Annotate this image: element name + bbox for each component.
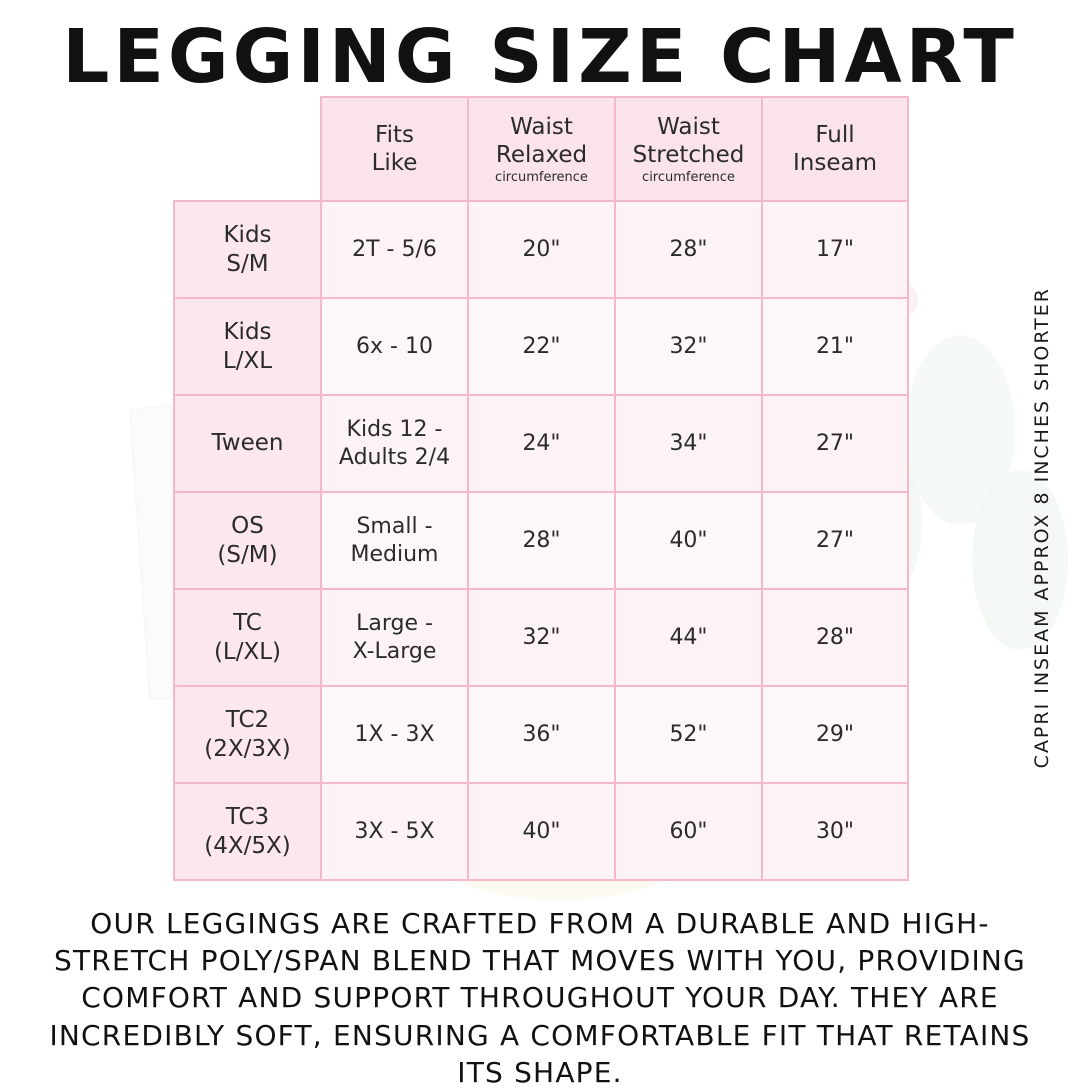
cell-fits-like: 2T - 5/6 [321, 201, 468, 298]
row-size-label: Tween [174, 395, 321, 492]
table-row [174, 395, 908, 492]
page-title: LEGGING SIZE CHART [62, 14, 1018, 100]
cell-waist-stretched: 52" [615, 686, 762, 783]
cell-waist-stretched: 34" [615, 395, 762, 492]
cell-full-inseam: 17" [762, 201, 908, 298]
header-waist-relaxed-label: Waist Relaxed [495, 113, 588, 168]
cell-full-inseam: 29" [762, 686, 908, 783]
fabric-description-text: OUR LEGGINGS ARE CRAFTED FROM A DURABLE AND HIGH-STRETCH POLY/SPAN BLEND THAT MOVES WITH YOU, PROVIDING COMFORT AND SUPPORT THROUGHOUT YOUR DAY. THEY ARE INCREDIBLY SOFT, ENSURING A COMFORTABLE FIT THAT RETAINS ITS SHAPE. [49, 907, 1031, 1089]
table-row [174, 783, 908, 880]
table-row [174, 589, 908, 686]
cell-waist-stretched: 28" [615, 201, 762, 298]
header-fits-like [321, 97, 468, 201]
row-size-label: OS (S/M) [174, 492, 321, 589]
cell-waist-relaxed: 24" [468, 395, 615, 492]
cell-fits-like: Small - Medium [321, 492, 468, 589]
header-waist-relaxed [468, 97, 615, 201]
cell-waist-relaxed: 36" [468, 686, 615, 783]
table-body [174, 201, 908, 880]
row-size-label: Kids S/M [174, 201, 321, 298]
header-waist-stretched-label: Waist Stretched [632, 113, 745, 168]
cell-full-inseam: 30" [762, 783, 908, 880]
cell-full-inseam: 27" [762, 395, 908, 492]
cell-fits-like: 6x - 10 [321, 298, 468, 395]
header-waist-stretched [615, 97, 762, 201]
table-row [174, 201, 908, 298]
cell-full-inseam: 21" [762, 298, 908, 395]
table-row [174, 686, 908, 783]
cell-waist-relaxed: 28" [468, 492, 615, 589]
cell-waist-relaxed: 20" [468, 201, 615, 298]
cell-waist-stretched: 60" [615, 783, 762, 880]
row-size-label: TC2 (2X/3X) [174, 686, 321, 783]
row-size-label: Kids L/XL [174, 298, 321, 395]
cell-waist-stretched: 40" [615, 492, 762, 589]
cell-waist-relaxed: 40" [468, 783, 615, 880]
row-size-label: TC (L/XL) [174, 589, 321, 686]
header-corner-empty [174, 97, 321, 201]
cell-full-inseam: 28" [762, 589, 908, 686]
table-header-row [174, 97, 908, 201]
cell-waist-relaxed: 22" [468, 298, 615, 395]
cell-fits-like: Kids 12 - Adults 2/4 [321, 395, 468, 492]
capri-inseam-note [1022, 248, 1062, 808]
cell-waist-stretched: 44" [615, 589, 762, 686]
header-fits-like-label: Fits Like [371, 121, 418, 176]
table-row [174, 298, 908, 395]
cell-fits-like: Large - X-Large [321, 589, 468, 686]
size-chart-table [173, 96, 909, 881]
cell-waist-relaxed: 32" [468, 589, 615, 686]
header-waist-stretched-sub: circumference [642, 169, 735, 185]
row-size-label: TC3 (4X/5X) [174, 783, 321, 880]
cell-waist-stretched: 32" [615, 298, 762, 395]
header-full-inseam [762, 97, 908, 201]
cell-fits-like: 3X - 5X [321, 783, 468, 880]
cell-full-inseam: 27" [762, 492, 908, 589]
header-waist-relaxed-sub: circumference [495, 169, 588, 185]
capri-inseam-note-label: CAPRI INSEAM APPROX 8 INCHES SHORTER [1031, 287, 1053, 769]
header-full-inseam-label: Full Inseam [793, 121, 877, 176]
cell-fits-like: 1X - 3X [321, 686, 468, 783]
table-row [174, 492, 908, 589]
